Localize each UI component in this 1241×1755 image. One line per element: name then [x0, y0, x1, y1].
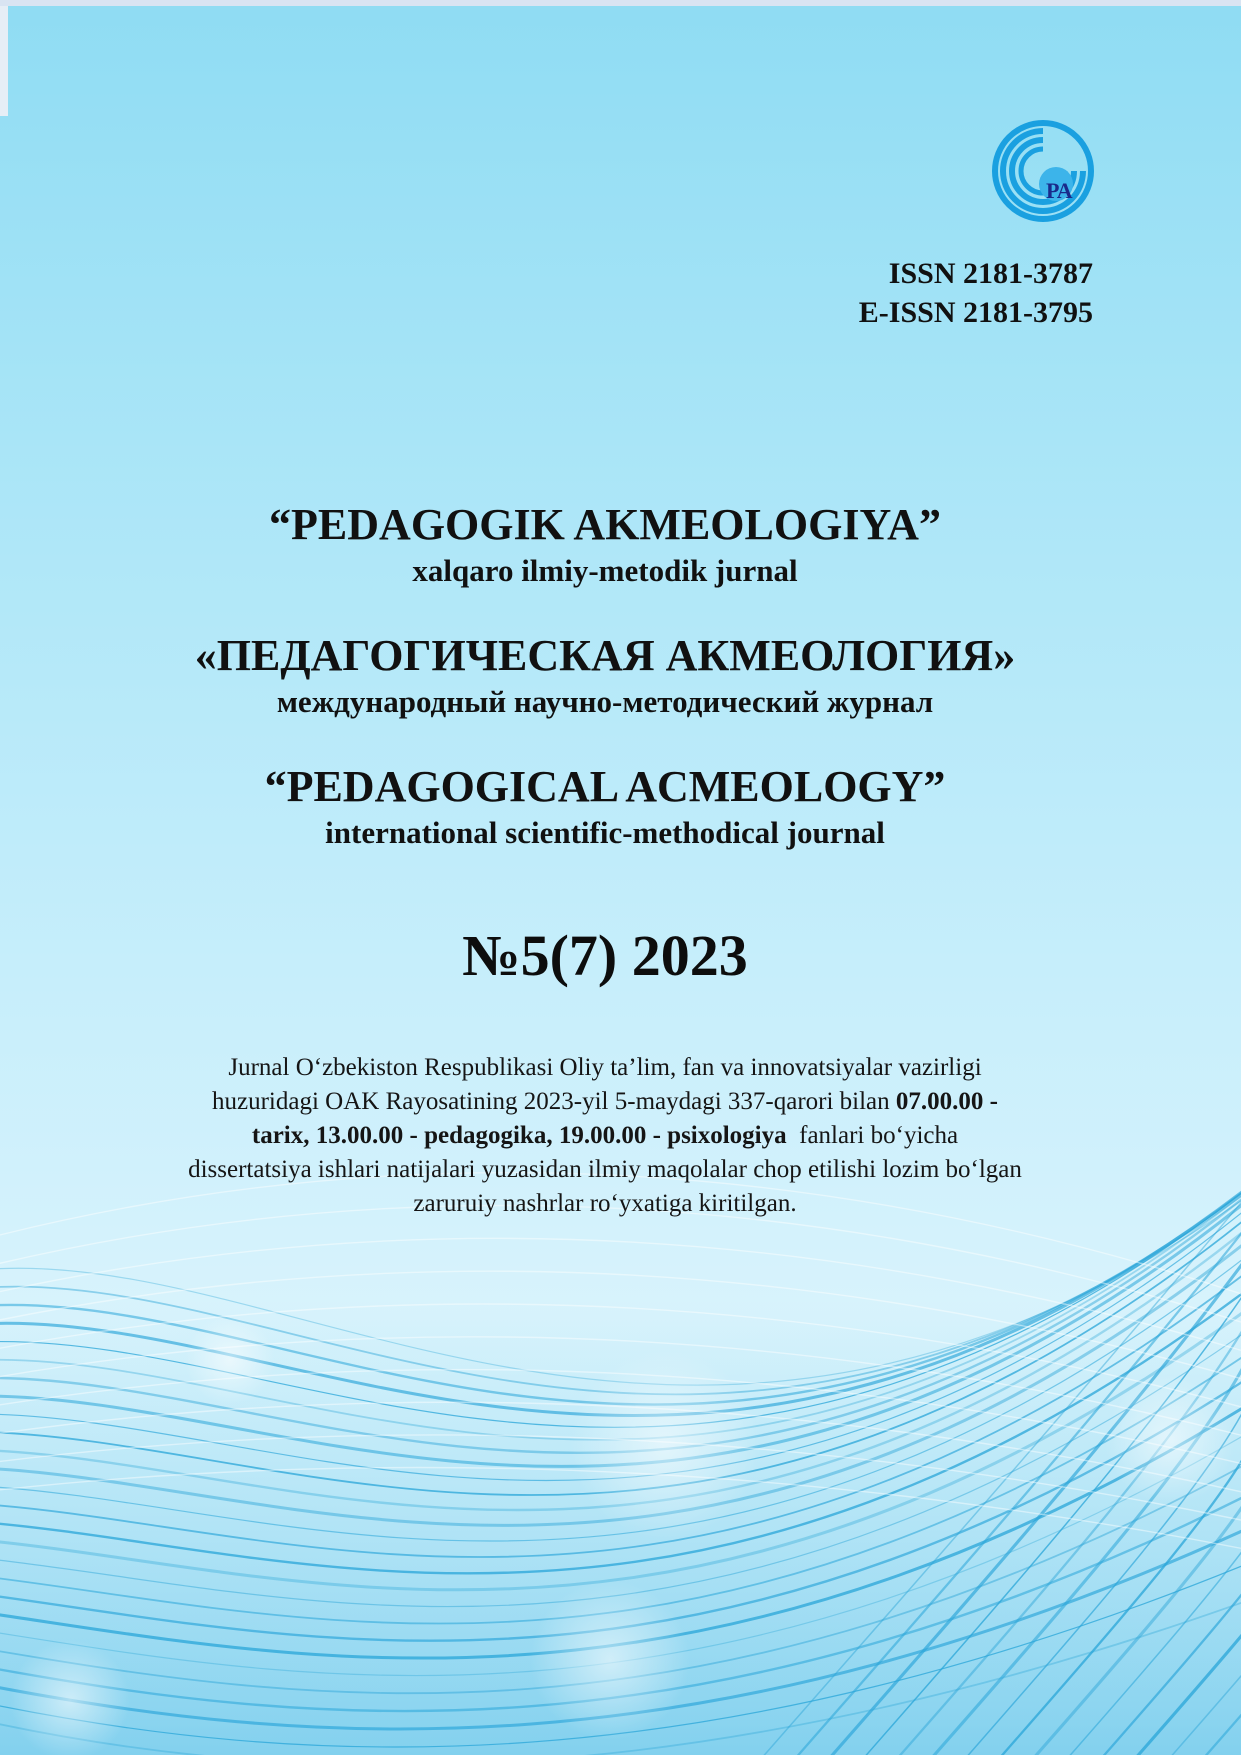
- subtitle-uz: xalqaro ilmiy-metodik jurnal: [412, 553, 798, 588]
- title-uz: “PEDAGOGIK AKMEOLOGIYA”: [269, 500, 941, 549]
- title-ru: «ПЕДАГОГИЧЕСКАЯ АКМЕОЛОГИЯ»: [194, 631, 1016, 680]
- issn-block: [859, 254, 1093, 332]
- logo-text: PA: [1046, 178, 1072, 203]
- subtitle-ru: международный научно-методический журнал: [276, 684, 934, 719]
- issn-electronic: E-ISSN 2181-3795: [858, 296, 1093, 329]
- desc-line-1: Jurnal O‘zbekiston Respublikasi Oliy ta’lim, fan va innovatsiyalar vazirligi: [228, 1054, 982, 1081]
- bokeh-circle: [185, 1315, 275, 1405]
- desc-line-3-bold: tarix, 13.00.00 - pedagogika, 19.00.00 - psixologiya: [251, 1122, 787, 1149]
- bokeh-circle: [10, 1640, 130, 1755]
- desc-line-3-plain: fanlari bo‘yicha: [786, 1122, 959, 1149]
- desc-line-2: [90, 1085, 1120, 1119]
- bokeh-circle: [530, 1580, 690, 1740]
- spiral-logo-icon: [990, 118, 1096, 224]
- desc-line-5: zaruruiy nashrlar ro‘yxatiga kiritilgan.: [413, 1190, 797, 1217]
- journal-titles: [0, 498, 1210, 852]
- issn-print: ISSN 2181-3787: [888, 257, 1093, 290]
- desc-line-4: dissertatsiya ishlari natijalari yuzasidan ilmiy maqolalar chop etilishi lozim bo‘lgan: [188, 1156, 1022, 1183]
- subtitle-en: international scientific-methodical journal: [325, 815, 885, 850]
- accreditation-text: [90, 1051, 1120, 1221]
- issue-number: №5(7) 2023: [462, 923, 748, 988]
- bokeh-circle: [1105, 1375, 1235, 1505]
- desc-line-2-bold: 07.00.00 -: [895, 1088, 998, 1115]
- title-en: “PEDAGOGICAL ACMEOLOGY”: [264, 762, 946, 811]
- desc-line-3: [90, 1119, 1120, 1153]
- bokeh-circle: [570, 1350, 760, 1540]
- desc-line-2-plain: huzuridagi OAK Rayosatining 2023-yil 5-maydagi 337-qarori bilan: [212, 1088, 896, 1115]
